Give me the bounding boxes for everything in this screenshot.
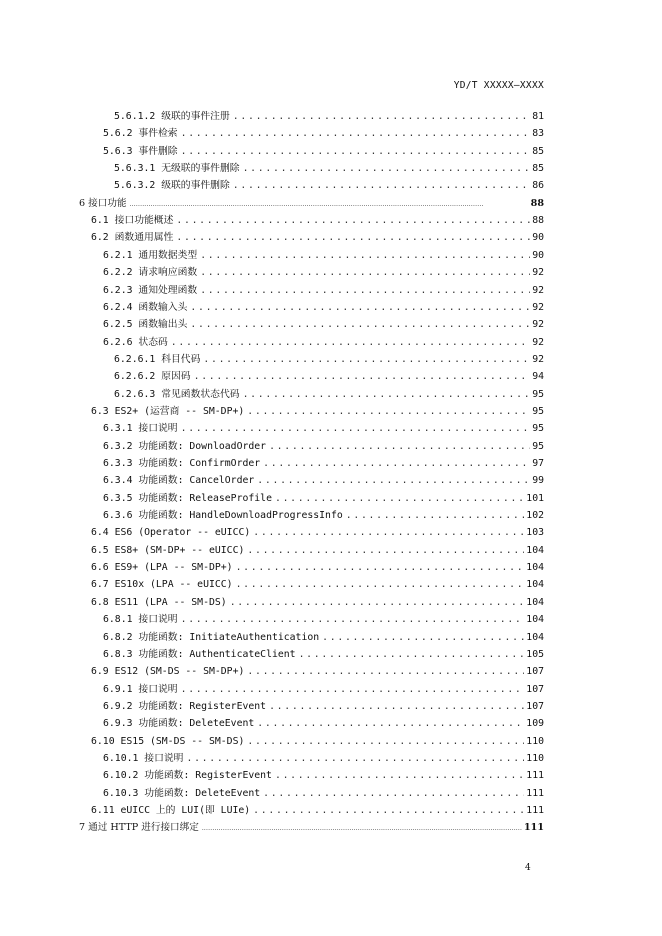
toc-entry-number: 6.1 — [91, 215, 109, 227]
toc-entry-page: 104 — [526, 596, 544, 608]
toc-entry-page: 104 — [526, 614, 544, 626]
toc-entry[interactable] — [103, 611, 544, 628]
toc-entry-page: 111 — [523, 822, 544, 834]
toc-entry-page: 85 — [532, 145, 544, 157]
toc-entry-title: 接口说明 — [138, 614, 178, 626]
toc-entry[interactable] — [91, 559, 544, 576]
toc-entry-number: 6.3.3 — [103, 458, 133, 469]
toc-entry-page: 101 — [526, 492, 544, 504]
toc-entry-page: 88 — [530, 197, 544, 209]
toc-entry-label — [103, 681, 181, 698]
toc-entry[interactable] — [103, 715, 544, 732]
toc-entry-label — [103, 316, 190, 333]
toc-entry-title: 功能函数: DownloadOrder — [138, 440, 267, 452]
toc-entry-title: 函数通用属性 — [114, 232, 174, 244]
toc-leader-dots — [190, 316, 530, 333]
toc-entry[interactable] — [114, 177, 544, 194]
toc-entry-title: 功能函数: ConfirmOrder — [138, 458, 261, 469]
toc-entry-page: 104 — [526, 562, 544, 574]
toc-leader-dots — [200, 247, 530, 264]
toc-entry-page: 99 — [532, 475, 544, 487]
toc-entry-label — [91, 594, 230, 611]
toc-entry-label — [103, 629, 322, 646]
toc-entry[interactable] — [103, 750, 544, 767]
toc-entry-label — [103, 646, 299, 663]
toc-entry-title: ES11 (LPA -- SM-DS) — [114, 596, 227, 608]
toc-entry-page: 111 — [526, 805, 544, 816]
toc-entry-label — [103, 785, 263, 802]
toc-entry-page: 110 — [526, 735, 544, 747]
toc-leader-dots — [247, 542, 524, 559]
toc-entry-page: 92 — [532, 284, 544, 296]
toc-entry-label — [91, 733, 247, 750]
toc-entry-number: 6.9.2 — [103, 700, 133, 712]
toc-entry-page: 104 — [526, 544, 544, 556]
toc-entry-label — [79, 819, 202, 836]
toc-entry-label — [91, 212, 176, 229]
toc-leader-dots — [203, 351, 530, 368]
toc-entry-label — [103, 611, 181, 628]
toc-entry-title: 事件检索 — [138, 128, 178, 140]
toc-entry[interactable] — [103, 472, 544, 489]
toc-entry-page: 111 — [526, 787, 544, 799]
toc-leader-dots — [130, 196, 529, 213]
toc-entry-title: eUICC 上的 LUI(即 LUIe) — [120, 805, 251, 816]
toc-entry-number: 6.2.6.1 — [114, 353, 156, 365]
toc-entry-number: 6.2 — [91, 232, 109, 244]
toc-leader-dots — [181, 611, 525, 628]
toc-entry-title: 功能函数: RegisterEvent — [144, 770, 272, 782]
toc-entry-number: 6.9 — [91, 666, 109, 678]
toc-entry-number: 6.3.4 — [103, 475, 133, 487]
toc-entry-label — [91, 663, 247, 680]
document-id: YD/T XXXXX—XXXX — [453, 80, 544, 91]
toc-entry[interactable] — [91, 403, 544, 420]
toc-entry-number: 5.6.2 — [103, 128, 133, 140]
toc-entry-page: 103 — [526, 527, 544, 539]
toc-entry[interactable] — [103, 264, 544, 281]
toc-entry[interactable] — [91, 542, 544, 559]
toc-leader-dots — [176, 212, 530, 229]
toc-entry-label — [91, 524, 253, 541]
toc-entry-label — [114, 386, 243, 403]
toc-entry[interactable] — [114, 108, 544, 125]
toc-entry-title: 级联的事件删除 — [161, 180, 230, 192]
toc-entry-number: 5.6.3.2 — [114, 180, 156, 192]
toc-entry-page: 107 — [526, 700, 544, 712]
toc-entry[interactable] — [91, 663, 544, 680]
toc-leader-dots — [322, 629, 524, 646]
toc-entry-page: 92 — [532, 353, 544, 365]
toc-entry-label — [103, 490, 275, 507]
toc-entry-label — [103, 334, 171, 351]
toc-entry-label — [114, 108, 233, 125]
toc-entry[interactable] — [103, 143, 544, 160]
toc-entry-number: 6.2.6.2 — [114, 371, 156, 383]
toc-entry-label — [103, 282, 200, 299]
toc-entry-label — [103, 750, 186, 767]
toc-entry-page: 102 — [526, 510, 544, 522]
toc-entry-number: 6.2.5 — [103, 319, 133, 331]
toc-entry-number: 6.3.2 — [103, 440, 133, 452]
toc-leader-dots — [253, 802, 524, 819]
toc-entry[interactable] — [103, 299, 544, 316]
toc-entry-number: 7 — [79, 822, 86, 834]
toc-entry[interactable] — [91, 802, 544, 819]
toc-entry[interactable] — [103, 420, 544, 437]
toc-entry-number: 6.8.3 — [103, 648, 133, 660]
toc-entry-title: 接口说明 — [144, 752, 184, 764]
toc-entry-number: 6.3.5 — [103, 492, 133, 504]
toc-entry-title: 通过 HTTP 进行接口绑定 — [88, 822, 199, 834]
toc-entry-number: 6.8.2 — [103, 631, 133, 643]
toc-entry-number: 6.5 — [91, 544, 109, 556]
toc-entry-label — [91, 542, 247, 559]
toc-leader-dots — [171, 334, 530, 351]
toc-leader-dots — [263, 455, 530, 472]
toc-entry[interactable] — [114, 351, 544, 368]
toc-entry-number: 6.7 — [91, 579, 109, 591]
toc-entry-title: 事件删除 — [138, 145, 178, 157]
toc-entry[interactable] — [91, 594, 544, 611]
toc-entry[interactable] — [103, 507, 544, 524]
toc-entry-number: 6.2.1 — [103, 249, 133, 261]
toc-leader-dots — [275, 490, 524, 507]
toc-entry-page: 85 — [532, 163, 544, 175]
toc-entry[interactable] — [103, 681, 544, 698]
toc-entry-label — [103, 698, 269, 715]
toc-entry[interactable] — [103, 455, 544, 472]
toc-entry[interactable] — [91, 733, 544, 750]
toc-entry-page: 88 — [532, 215, 544, 227]
toc-entry-label — [114, 177, 233, 194]
toc-leader-dots — [275, 767, 524, 784]
toc-entry[interactable] — [114, 160, 544, 177]
toc-entry-label — [103, 507, 346, 524]
toc-entry[interactable] — [103, 125, 544, 142]
toc-entry-number: 6.10.2 — [103, 770, 139, 782]
toc-entry-page: 107 — [526, 683, 544, 695]
toc-entry[interactable] — [91, 524, 544, 541]
toc-entry[interactable] — [79, 819, 544, 836]
toc-entry-number: 6.3.1 — [103, 423, 133, 435]
toc-entry[interactable] — [91, 229, 544, 246]
toc-entry-title: 状态码 — [138, 336, 168, 348]
toc-leader-dots — [243, 160, 531, 177]
toc-entry[interactable] — [103, 282, 544, 299]
toc-entry-title: 接口说明 — [138, 683, 178, 695]
toc-entry-label — [103, 715, 257, 732]
toc-entry-page: 95 — [532, 440, 544, 452]
toc-entry-label — [103, 247, 200, 264]
toc-entry-number: 5.6.3.1 — [114, 163, 156, 175]
toc-leader-dots — [181, 143, 531, 160]
toc-entry-title: 原因码 — [161, 371, 191, 383]
toc-entry-title: 功能函数: ReleaseProfile — [138, 492, 272, 504]
toc-entry[interactable] — [79, 195, 544, 212]
toc-entry-number: 6.8 — [91, 596, 109, 608]
toc-entry-label — [114, 368, 194, 385]
toc-entry-page: 92 — [532, 319, 544, 331]
toc-entry-page: 104 — [526, 631, 544, 643]
toc-entry-page: 105 — [526, 648, 544, 660]
toc-entry-page: 94 — [532, 371, 544, 383]
toc-entry[interactable] — [103, 490, 544, 507]
toc-entry-label — [91, 229, 176, 246]
toc-entry-page: 92 — [532, 336, 544, 348]
toc-entry-page: 97 — [532, 458, 544, 469]
toc-entry-title: ES10x (LPA -- eUICC) — [114, 579, 233, 591]
toc-leader-dots — [181, 125, 531, 142]
toc-entry-page: 81 — [532, 111, 544, 122]
toc-entry-title: 请求响应函数 — [138, 267, 198, 279]
toc-leader-dots — [233, 177, 530, 194]
toc-entry-title: 接口功能 — [88, 197, 127, 209]
toc-entry-label — [103, 299, 190, 316]
toc-entry[interactable] — [91, 576, 544, 593]
toc-leader-dots — [263, 785, 524, 802]
toc-entry[interactable] — [103, 646, 544, 663]
toc-entry-number: 5.6.1.2 — [114, 111, 156, 122]
toc-entry-title: 功能函数: DeleteEvent — [138, 718, 255, 730]
toc-entry-number: 6.4 — [91, 527, 109, 539]
toc-entry-number: 6.10.1 — [103, 752, 139, 764]
toc-entry-label — [91, 559, 236, 576]
toc-leader-dots — [269, 698, 524, 715]
toc-entry-title: 功能函数: RegisterEvent — [138, 700, 267, 712]
toc-entry-number: 6.11 — [91, 805, 115, 816]
toc-leader-dots — [194, 368, 531, 385]
toc-entry-label — [91, 802, 253, 819]
toc-entry[interactable] — [103, 438, 544, 455]
toc-entry-label — [103, 264, 200, 281]
toc-entry-page: 95 — [532, 388, 544, 400]
toc-entry-page: 90 — [532, 232, 544, 244]
toc-leader-dots — [200, 282, 530, 299]
toc-entry-number: 6.2.3 — [103, 284, 133, 296]
toc-entry-page: 86 — [532, 180, 544, 192]
toc-entry-page: 104 — [526, 579, 544, 591]
toc-entry-title: 接口说明 — [138, 423, 178, 435]
toc-entry[interactable] — [103, 334, 544, 351]
toc-entry-number: 6.2.6.3 — [114, 388, 156, 400]
toc-entry-title: ES12 (SM-DS -- SM-DP+) — [114, 666, 245, 678]
toc-entry[interactable] — [103, 698, 544, 715]
toc-leader-dots — [257, 715, 524, 732]
toc-entry[interactable] — [114, 368, 544, 385]
toc-leader-dots — [230, 594, 525, 611]
toc-entry-title: 函数输出头 — [138, 319, 188, 331]
toc-leader-dots — [186, 750, 524, 767]
toc-entry-number: 6.8.1 — [103, 614, 133, 626]
toc-leader-dots — [176, 229, 530, 246]
toc-leader-dots — [346, 507, 525, 524]
toc-entry-page: 110 — [526, 752, 544, 764]
toc-entry-title: 功能函数: InitiateAuthentication — [138, 631, 320, 643]
toc-entry[interactable] — [103, 767, 544, 784]
toc-entry-number: 6.2.4 — [103, 301, 133, 313]
toc-entry-number: 6 — [79, 197, 86, 209]
toc-entry-title: ES2+ (运营商 -- SM-DP+) — [114, 405, 245, 417]
toc-leader-dots — [181, 681, 525, 698]
toc-entry-label — [103, 143, 181, 160]
toc-entry-label — [103, 455, 263, 472]
toc-leader-dots — [243, 386, 531, 403]
toc-entry-title: 功能函数: HandleDownloadProgressInfo — [138, 510, 343, 522]
toc-entry-label — [103, 420, 181, 437]
toc-entry-label — [114, 160, 243, 177]
toc-entry-title: ES9+ (LPA -- SM-DP+) — [114, 562, 233, 574]
toc-entry-title: 功能函数: DeleteEvent — [144, 787, 261, 799]
toc-entry-number: 6.3.6 — [103, 510, 133, 522]
toc-entry-label — [103, 125, 181, 142]
toc-entry-page: 83 — [532, 128, 544, 140]
toc-leader-dots — [299, 646, 525, 663]
toc-leader-dots — [247, 733, 524, 750]
toc-entry[interactable] — [103, 785, 544, 802]
toc-entry-title: 功能函数: CancelOrder — [138, 475, 255, 487]
toc-entry-page: 95 — [532, 405, 544, 417]
toc-entry-title: 函数输入头 — [138, 301, 188, 313]
toc-entry-label — [103, 472, 257, 489]
toc-entry-title: 无级联的事件删除 — [161, 163, 240, 175]
toc-leader-dots — [181, 420, 531, 437]
toc-entry-title: 功能函数: AuthenticateClient — [138, 648, 296, 660]
toc-entry-number: 6.2.6 — [103, 336, 133, 348]
toc-entry-number: 6.10.3 — [103, 787, 139, 799]
toc-entry-label — [91, 403, 247, 420]
toc-entry-page: 107 — [526, 666, 544, 678]
toc-entry-label — [79, 195, 130, 212]
toc-entry[interactable] — [103, 316, 544, 333]
toc-entry-page: 111 — [526, 770, 544, 782]
toc-entry-page: 92 — [532, 301, 544, 313]
toc-entry-number: 6.10 — [91, 735, 115, 747]
toc-entry-title: 级联的事件注册 — [161, 111, 230, 122]
toc-entry-title: ES8+ (SM-DP+ -- eUICC) — [114, 544, 245, 556]
toc-entry[interactable] — [91, 212, 544, 229]
toc-entry-number: 5.6.3 — [103, 145, 133, 157]
toc-entry-label — [103, 438, 269, 455]
toc-entry-number: 6.9.1 — [103, 683, 133, 695]
toc-entry[interactable] — [103, 247, 544, 264]
toc-leader-dots — [233, 108, 530, 125]
toc-entry-number: 6.3 — [91, 405, 109, 417]
toc-entry-title: 常见函数状态代码 — [161, 388, 240, 400]
toc-entry-title: ES6 (Operator -- eUICC) — [114, 527, 251, 539]
toc-leader-dots — [200, 264, 530, 281]
toc-leader-dots — [236, 576, 525, 593]
page-number: 4 — [525, 863, 531, 873]
toc-entry[interactable] — [103, 629, 544, 646]
toc-entry-title: ES15 (SM-DS -- SM-DS) — [120, 735, 245, 747]
toc-entry-page: 92 — [532, 267, 544, 279]
toc-leader-dots — [257, 472, 530, 489]
toc-entry-label — [103, 767, 275, 784]
toc-entry-page: 90 — [532, 249, 544, 261]
toc-entry-label — [114, 351, 203, 368]
toc-entry-number: 6.9.3 — [103, 718, 133, 730]
toc-leader-dots — [236, 559, 525, 576]
toc-entry-title: 科目代码 — [161, 353, 201, 365]
toc-entry-page: 109 — [526, 718, 544, 730]
toc-leader-dots — [247, 663, 524, 680]
toc-entry-title: 通用数据类型 — [138, 249, 198, 261]
toc-leader-dots — [269, 438, 530, 455]
toc-leader-dots — [190, 299, 530, 316]
toc-entry-title: 接口功能概述 — [114, 215, 174, 227]
toc-leader-dots — [247, 403, 530, 420]
toc-leader-dots — [253, 524, 524, 541]
toc-entry[interactable] — [114, 386, 544, 403]
toc-leader-dots — [202, 820, 522, 837]
toc-entry-label — [91, 576, 236, 593]
toc-entry-title: 通知处理函数 — [138, 284, 198, 296]
toc-entry-number: 6.2.2 — [103, 267, 133, 279]
toc-entry-page: 95 — [532, 423, 544, 435]
toc-entry-number: 6.6 — [91, 562, 109, 574]
